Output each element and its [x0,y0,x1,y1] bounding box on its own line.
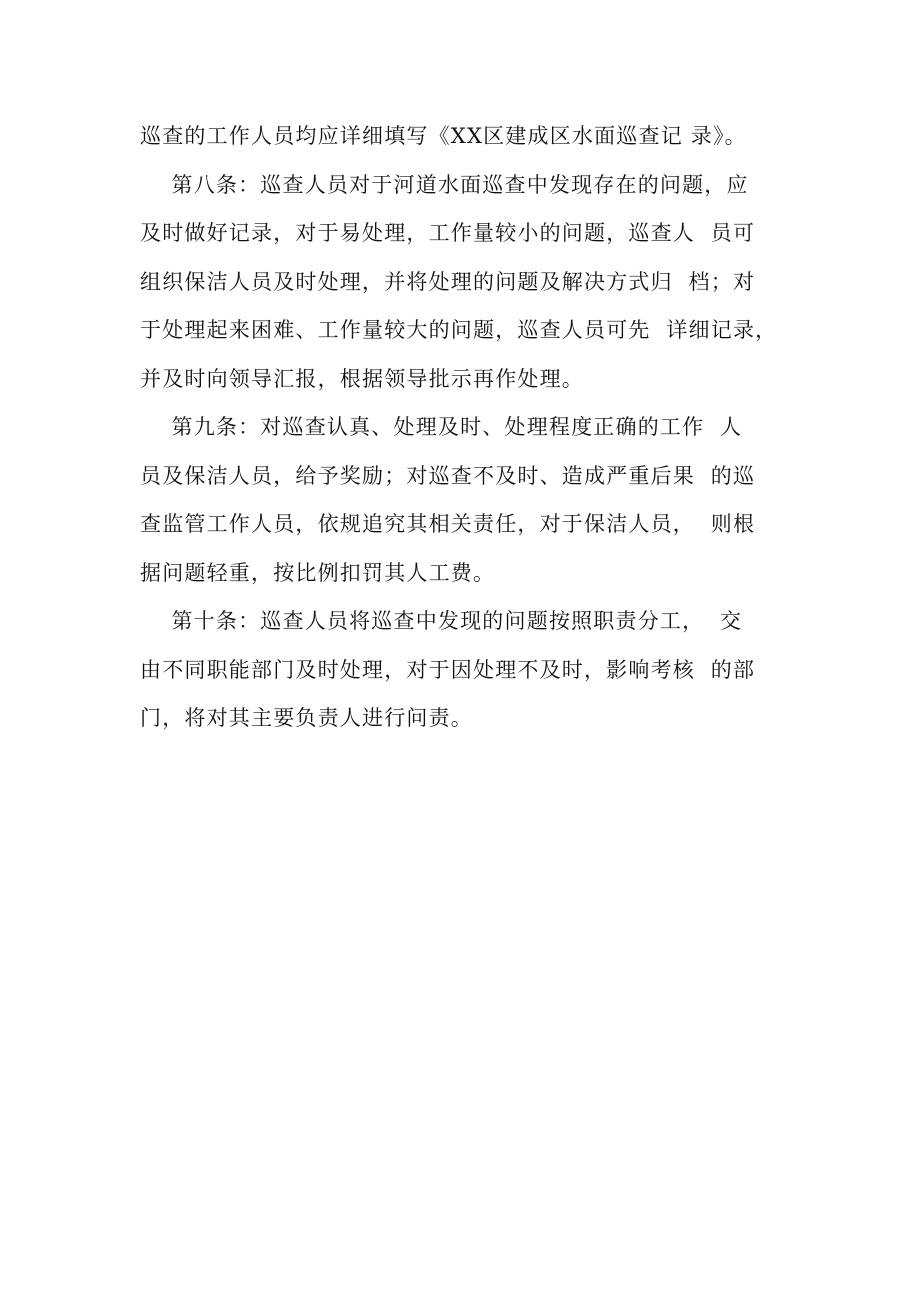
text-line-11: 第十条：巡查人员将巡查中发现的问题按照职责分工， 交 [140,609,743,633]
text-line-5: 于处理起来困难、工作量较大的问题，巡查人员可先 详细记录， [140,318,778,342]
document-body [140,112,800,743]
text-line-6: 并及时向领导汇报，根据领导批示再作处理。 [140,366,584,391]
text-line-4: 组织保洁人员及时处理，并将处理的问题及解决方式归 档；对 [140,269,756,294]
text-line-12: 由不同职能部门及时处理，对于因处理不及时，影响考核 的部 [140,657,756,682]
text-line-10: 据问题轻重，按比例扣罚其人工费。 [140,560,496,585]
text-line-3: 及时做好记录，对于易处理，工作量较小的问题，巡查人 员可 [140,221,756,245]
text-line-7: 第九条：对巡查认真、处理及时、处理程度正确的工作 人 [140,415,743,439]
text-line-2: 第八条：巡查人员对于河道水面巡查中发现存在的问题，应 [140,172,749,197]
text-line-8: 员及保洁人员，给予奖励；对巡查不及时、造成严重后果 的巡 [140,463,756,488]
text-line-9: 查监管工作人员，依规追究其相关责任，对于保洁人员， 则根 [140,512,756,536]
text-line-1: 巡查的工作人员均应详细填写《XX区建成区水面巡查记 录》。 [140,124,747,148]
text-line-13: 门，将对其主要负责人进行问责。 [140,706,473,730]
